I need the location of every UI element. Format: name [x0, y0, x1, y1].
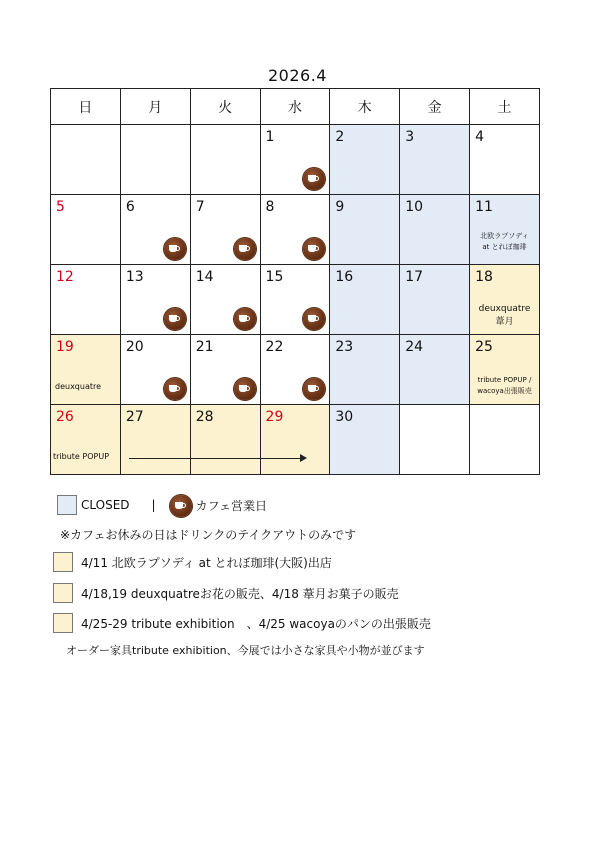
coffee-cup-icon: [164, 238, 186, 260]
event-swatch: [53, 583, 73, 603]
day-number: 30: [335, 409, 354, 425]
day-number: 20: [125, 339, 144, 355]
weekday-header-row: [51, 89, 540, 125]
day-number: 7: [195, 199, 205, 215]
closed-label: CLOSED: [81, 498, 130, 512]
day-cell-27: [120, 405, 190, 475]
day-number: 29: [265, 409, 284, 425]
event-text: 4/11 北欧ラプソディ at とれぼ珈琲(大阪)出店: [81, 555, 332, 570]
coffee-cup-icon: [303, 308, 325, 330]
day-cell-6: [120, 195, 190, 265]
day-cell-29: [260, 405, 330, 475]
day-number: 12: [56, 269, 74, 285]
day-cell-10: [400, 195, 470, 265]
day-cell-empty: [51, 125, 121, 195]
day-cell-8: [260, 195, 330, 265]
coffee-cup-icon: [164, 378, 186, 400]
week-row-3: [51, 265, 540, 335]
day-cell-12: [51, 265, 121, 335]
day-number: 28: [195, 409, 214, 425]
day-cell-3: [400, 125, 470, 195]
day-number: 1: [265, 129, 275, 145]
event-note-line: at とれぼ珈琲: [482, 243, 527, 251]
day-number: 16: [335, 269, 354, 285]
day-cell-28: [190, 405, 260, 475]
weekday-mon: 月: [120, 89, 190, 125]
day-cell-11: [470, 195, 540, 265]
day-cell-7: [190, 195, 260, 265]
day-number: 10: [405, 199, 424, 215]
legend: [57, 493, 267, 517]
day-cell-20: [120, 335, 190, 405]
event-text: 4/25-29 tribute exhibition 、4/25 wacoyaのパンの出張販売: [81, 616, 431, 631]
day-number: 17: [405, 269, 424, 285]
coffee-cup-icon: [303, 168, 325, 190]
week-row-4: [51, 335, 540, 405]
week-row-1: [51, 125, 540, 195]
day-number: 21: [195, 339, 214, 355]
day-number: 23: [335, 339, 354, 355]
day-number: 4: [475, 129, 484, 145]
calendar-grid: [50, 88, 540, 475]
day-number: 24: [405, 339, 424, 355]
day-cell-15: [260, 265, 330, 335]
event-note-line: 北欧ラプソディ: [480, 232, 529, 240]
event-text: 4/18,19 deuxquatreお花の販売、4/18 葦月お菓子の販売: [81, 586, 399, 601]
day-cell-13: [120, 265, 190, 335]
day-number: 18: [475, 269, 493, 285]
day-number: 19: [56, 339, 74, 355]
event-note: [470, 303, 539, 329]
notice-text: ※カフェお休みの日はドリンクのテイクアウトのみです: [60, 528, 357, 542]
event-note-line: 葦月: [495, 317, 514, 327]
day-cell-25: [470, 335, 540, 405]
day-cell-24: [400, 335, 470, 405]
event-swatch: [53, 613, 73, 633]
week-row-5: [51, 405, 540, 475]
day-number: 22: [265, 339, 284, 355]
event-item: [53, 583, 399, 603]
day-number: 27: [125, 409, 144, 425]
event-note-line: tribute POPUP /: [477, 376, 532, 384]
day-cell-17: [400, 265, 470, 335]
weekday-sun: 日: [51, 89, 121, 125]
day-number: 8: [265, 199, 275, 215]
arrow-right-icon: [129, 458, 305, 459]
day-cell-26: [51, 405, 121, 475]
day-number: 5: [56, 199, 65, 215]
coffee-cup-icon: [234, 378, 256, 400]
day-number: 6: [125, 199, 135, 215]
coffee-cup-icon: [170, 495, 192, 517]
day-cell-21: [190, 335, 260, 405]
day-number: 3: [405, 129, 415, 145]
day-number: 15: [265, 269, 284, 285]
event-note-line: wacoya出張販売: [477, 387, 532, 395]
coffee-cup-icon: [234, 238, 256, 260]
event-item: [53, 613, 431, 633]
day-cell-22: [260, 335, 330, 405]
event-swatch: [53, 552, 73, 572]
legend-separator: |: [151, 498, 156, 512]
day-cell-empty: [120, 125, 190, 195]
cafe-swatch: [168, 493, 192, 517]
week-row-2: [51, 195, 540, 265]
coffee-cup-icon: [234, 308, 256, 330]
weekday-tue: 火: [190, 89, 260, 125]
day-cell-23: [330, 335, 400, 405]
weekday-wed: 水: [260, 89, 330, 125]
day-number: 13: [125, 269, 144, 285]
event-item: [53, 552, 332, 572]
weekday-sat: 土: [470, 89, 540, 125]
coffee-cup-icon: [303, 378, 325, 400]
day-cell-14: [190, 265, 260, 335]
calendar-title: 2026.4: [268, 66, 327, 85]
day-cell-empty: [190, 125, 260, 195]
day-cell-empty: [470, 405, 540, 475]
day-cell-4: [470, 125, 540, 195]
cafe-label: カフェ営業日: [195, 498, 267, 513]
footer-text: オーダー家具tribute exhibition、今展では小さな家具や小物が並びます: [66, 644, 425, 657]
event-note: [470, 375, 539, 397]
event-note-line: deuxquatre: [478, 304, 531, 314]
day-cell-9: [330, 195, 400, 265]
day-cell-5: [51, 195, 121, 265]
weekday-thu: 木: [330, 89, 400, 125]
day-cell-18: [470, 265, 540, 335]
day-number: 11: [475, 199, 493, 215]
day-number: 26: [56, 409, 74, 425]
event-note: [470, 231, 539, 253]
day-cell-1: [260, 125, 330, 195]
day-number: 9: [335, 199, 345, 215]
day-cell-2: [330, 125, 400, 195]
closed-swatch: [57, 495, 77, 515]
day-number: 2: [335, 129, 345, 145]
coffee-cup-icon: [303, 238, 325, 260]
day-cell-19: [51, 335, 121, 405]
day-cell-empty: [400, 405, 470, 475]
event-note: tribute POPUP: [53, 452, 110, 461]
day-number: 14: [195, 269, 214, 285]
weekday-fri: 金: [400, 89, 470, 125]
event-note: deuxquatre: [55, 382, 102, 391]
day-cell-16: [330, 265, 400, 335]
coffee-cup-icon: [164, 308, 186, 330]
day-number: 25: [475, 339, 493, 355]
day-cell-30: [330, 405, 400, 475]
